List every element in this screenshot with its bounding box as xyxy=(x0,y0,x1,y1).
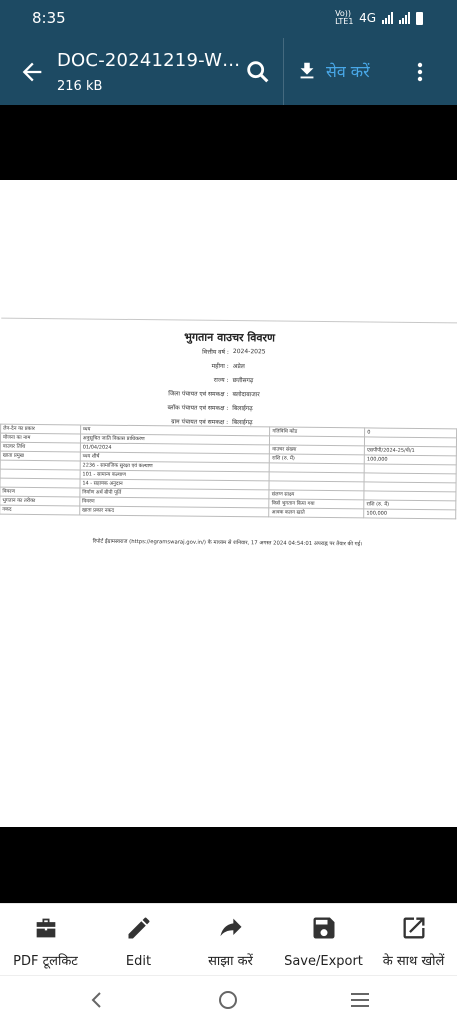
floppy-disk-icon xyxy=(310,914,338,942)
open-with-button[interactable] xyxy=(370,914,457,969)
report-footnote: रिपोर्ट ईग्रामस्वराज (https://egramswaraj.gov.in/) के माध्यम से शनिवार, 17 अगस्त 2024 04:54:01 अपराह्न पर तैयार की गई। xyxy=(92,538,363,548)
table-row: 101 - सामान्य कल्याण xyxy=(0,469,456,483)
system-nav-bar xyxy=(0,975,457,1024)
toolbox-icon xyxy=(32,914,60,942)
nav-back-icon[interactable] xyxy=(85,988,109,1012)
table-row: लेन-देन का प्रकार व्यय गतिविधि कोड 0 xyxy=(1,424,457,438)
save-label: सेव करें xyxy=(326,62,370,81)
battery-icon xyxy=(416,12,423,25)
download-icon xyxy=(296,59,318,83)
field-district: जिला पंचायत एवं समकक्ष : xyxy=(168,390,229,398)
document-viewer[interactable] xyxy=(0,105,457,903)
network-type: 4G xyxy=(359,11,376,25)
edit-button[interactable] xyxy=(93,914,184,969)
share-button[interactable] xyxy=(185,914,276,969)
share-label: साझा करें xyxy=(208,954,253,969)
toolbar-divider xyxy=(283,38,284,105)
pdf-toolkit-label: PDF टूलकिट xyxy=(13,954,78,969)
app-bar xyxy=(0,38,457,105)
open-external-icon xyxy=(400,914,428,942)
open-with-label: के साथ खोलें xyxy=(382,954,445,969)
voucher-table xyxy=(0,424,457,520)
document-size: 216 kB xyxy=(57,79,103,94)
table-row: 2236 - सामाजिक सुरक्षा एवं कल्याण xyxy=(0,460,456,474)
voucher-document: भुगतान वाउचर विवरण वित्तीय वर्ष : 2024-2025 महीना : अप्रेल राज्य : छत्तीसगढ़ जिला पंचायत एवं समकक्ष : बलोदाबाजार ब्लॉक पंचायत एवं समकक्ष : बिलाईगढ़ ग्राम पंचायत एवं समकक्ष : बिलाईगढ़ लेन-देन का प्रकार व्यय गतिविधि कोड 0 योजना का नाम अनुसूचित जाति विकास प्राधिकरण वाउचर तिथि 01/04/2024 वाउचर संख्या एसपीपी/2024-25/पी/1 खाता प्रमुख व्यय शीर्ष राशि (रु. में) 100,000 2236 - सामाजिक सुरक्षा एवं कल्याण 101 - सामान्य कल्याण 14 - सहायक अनुदान विवरण निर्माण अर्ध बीपी पूर्ति संलग्न साक्ष्य भुगतान का तरीका विवरण किसे भुगतान किया गया राशि (रु. में) नकद खाता प्रकार नकद आवक कलन खाते 100,000 रिपोर्ट ईग्रामस्वराज (https://egramswaraj.gov.in/) के माध्यम से शनिवार, 17 अगस्त 2024 04:54:01 अपराह्न पर तैयार की गई। xyxy=(0,318,457,561)
signal-icon-2 xyxy=(399,12,410,24)
save-export-button[interactable] xyxy=(278,914,369,969)
page-edge-line xyxy=(1,318,457,324)
bottom-toolbar xyxy=(0,903,457,975)
table-row: नकद खाता प्रकार नकद आवक कलन खाते 100,000 xyxy=(0,505,456,519)
status-time: 8:35 xyxy=(32,9,66,27)
save-button[interactable] xyxy=(296,56,370,86)
edit-label: Edit xyxy=(125,954,152,969)
field-block: ब्लॉक पंचायत एवं समकक्ष : xyxy=(167,404,229,412)
table-row: खाता प्रमुख व्यय शीर्ष राशि (रु. में) 100,000 xyxy=(0,451,456,465)
table-row: वाउचर तिथि 01/04/2024 वाउचर संख्या एसपीपी/2024-25/पी/1 xyxy=(0,442,456,456)
search-icon[interactable] xyxy=(244,58,272,86)
field-month: महीना : xyxy=(211,362,229,370)
save-export-label: Save/Export xyxy=(284,954,363,969)
document-page xyxy=(0,180,457,827)
table-row: विवरण निर्माण अर्ध बीपी पूर्ति संलग्न साक्ष्य xyxy=(0,487,456,501)
document-title: DOC-20241219-W… xyxy=(57,50,241,71)
back-arrow-icon[interactable] xyxy=(18,58,46,86)
nav-recents-icon[interactable] xyxy=(348,988,372,1012)
pdf-toolkit-button[interactable] xyxy=(0,914,91,969)
field-financial-year: वित्तीय वर्ष : xyxy=(202,348,229,356)
table-row: योजना का नाम अनुसूचित जाति विकास प्राधिकरण xyxy=(0,433,456,447)
pencil-icon xyxy=(125,914,153,942)
volte-indicator: Vo)) LTE1 xyxy=(335,9,354,26)
signal-icon xyxy=(382,12,393,24)
status-bar xyxy=(0,0,457,38)
table-row: 14 - सहायक अनुदान xyxy=(0,478,456,492)
field-state: राज्य : xyxy=(213,376,229,384)
table-row: भुगतान का तरीका विवरण किसे भुगतान किया गया राशि (रु. में) xyxy=(0,496,456,510)
more-options-icon[interactable] xyxy=(408,58,432,86)
status-icons xyxy=(335,10,423,26)
share-arrow-icon xyxy=(217,914,245,942)
voucher-heading: भुगतान वाउचर विवरण xyxy=(184,330,276,345)
field-village: ग्राम पंचायत एवं समकक्ष : xyxy=(171,418,229,426)
nav-home-icon[interactable] xyxy=(216,988,240,1012)
